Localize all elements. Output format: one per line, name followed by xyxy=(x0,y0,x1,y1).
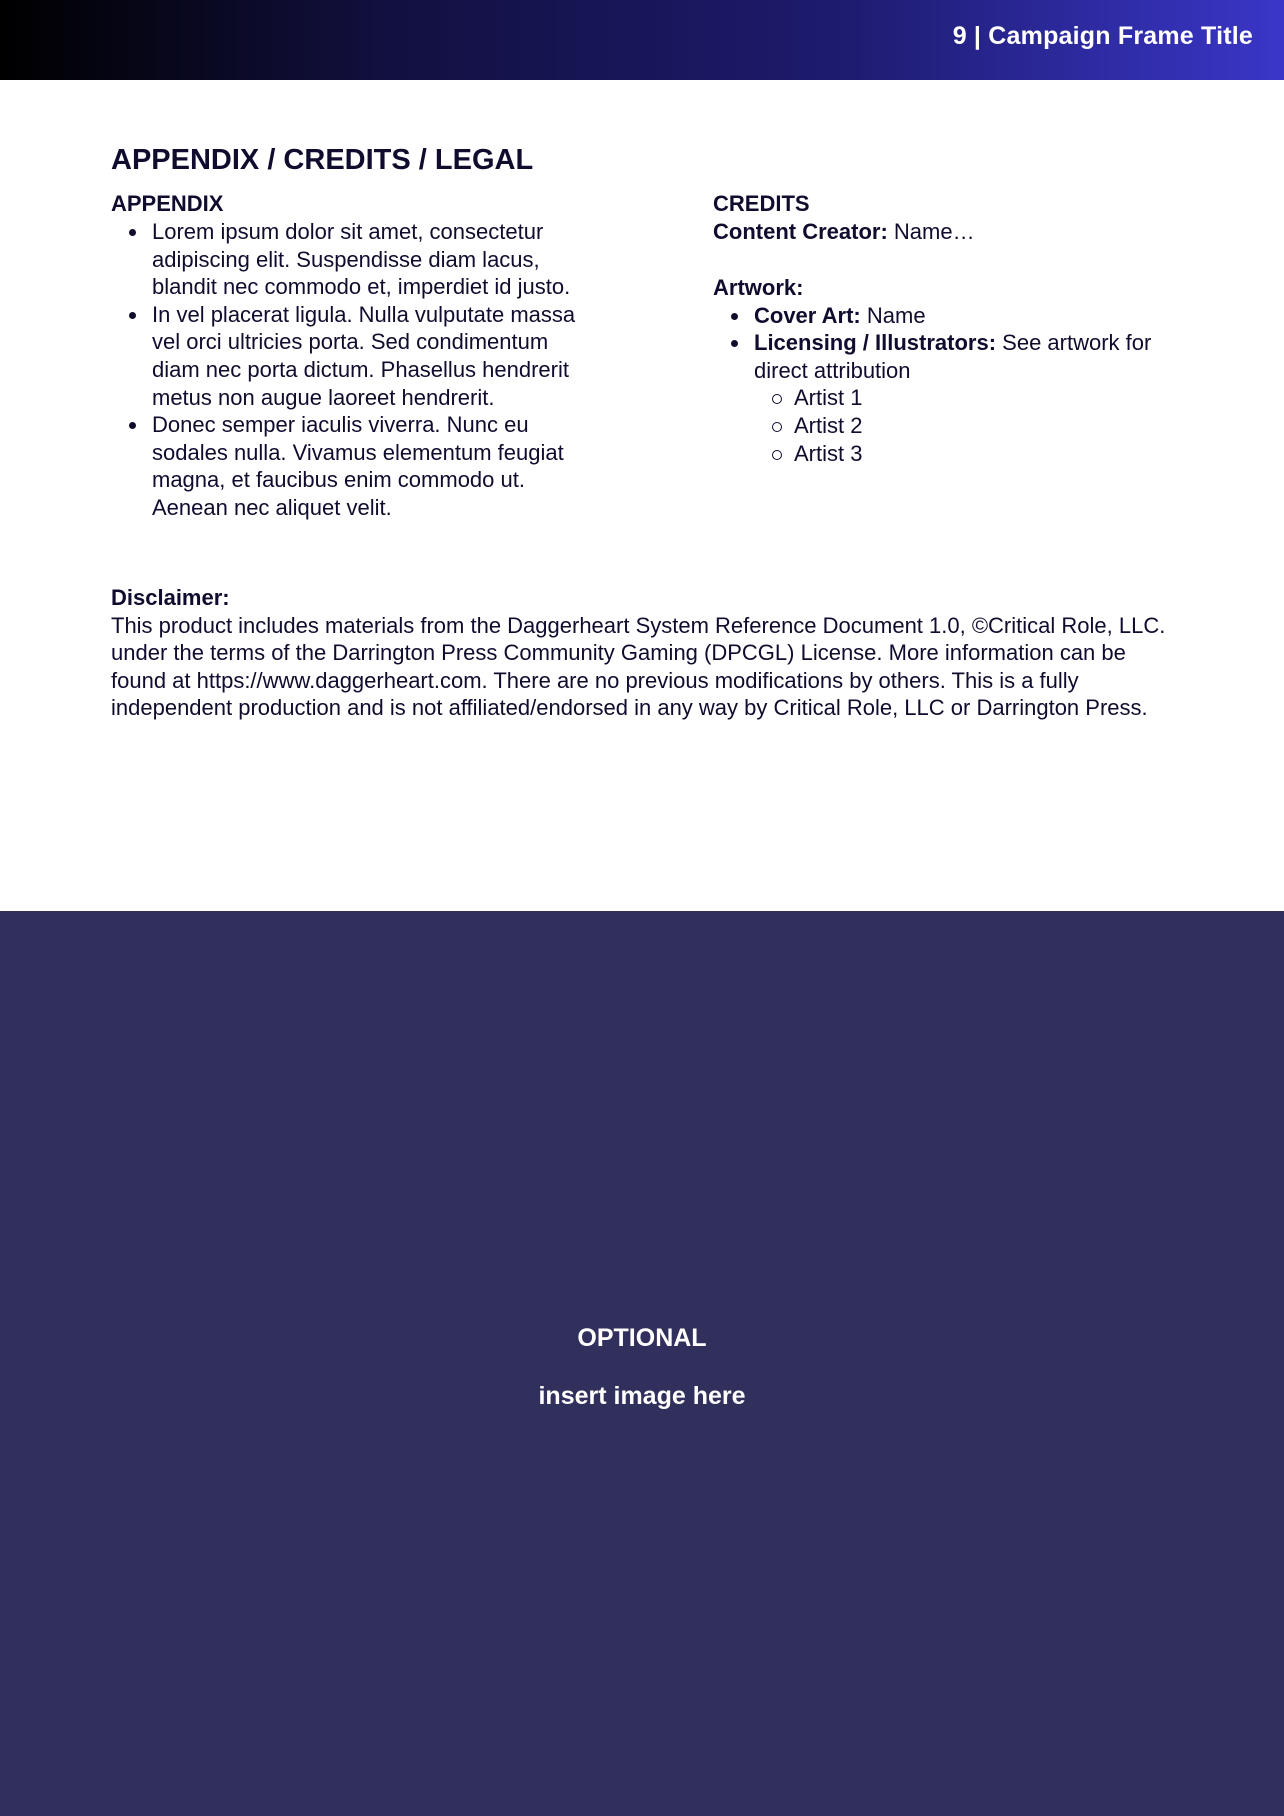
artist-item: Artist 3 xyxy=(794,440,1173,468)
content-creator-value: Name… xyxy=(887,219,975,244)
artist-item: Artist 2 xyxy=(794,412,1173,440)
cover-art-value: Name xyxy=(860,302,926,328)
appendix-list xyxy=(152,218,581,522)
content-creator-line xyxy=(713,218,1173,246)
artist-list xyxy=(794,384,1173,467)
image-placeholder-panel xyxy=(0,911,1284,1816)
appendix-section xyxy=(111,190,581,522)
appendix-item: Donec semper iaculis viverra. Nunc eu sodales nulla. Vivamus elementum feugiat magna, et faucibus enim commodo ut. Aenean nec aliquet velit. xyxy=(152,411,581,521)
insert-image-label: insert image here xyxy=(538,1382,746,1410)
artwork-label: Artwork: xyxy=(713,274,804,300)
credits-label: CREDITS xyxy=(713,191,810,216)
cover-art-label: Cover Art: xyxy=(754,302,861,328)
artwork-list xyxy=(754,302,1173,468)
licensing-item xyxy=(754,329,1173,467)
page-heading: APPENDIX / CREDITS / LEGAL xyxy=(111,144,534,176)
appendix-item: In vel placerat ligula. Nulla vulputate massa vel orci ultricies porta. Sed condimentum diam nec porta dictum. Phasellus hendrerit metus non augue laoreet hendrerit. xyxy=(152,301,581,411)
spacer xyxy=(713,246,1173,274)
cover-art-item xyxy=(754,302,1173,330)
disclaimer-section xyxy=(111,584,1173,722)
credits-section xyxy=(713,190,1173,522)
licensing-label: Licensing / Illustrators: xyxy=(754,330,997,356)
artist-item: Artist 1 xyxy=(794,384,1173,412)
main-content xyxy=(111,140,1173,722)
appendix-item: Lorem ipsum dolor sit amet, consectetur adipiscing elit. Suspendisse diam lacus, blandit nec commodo et, imperdiet id justo. xyxy=(152,218,581,301)
optional-label: OPTIONAL xyxy=(577,1324,707,1352)
disclaimer-text: This product includes materials from the Daggerheart System Reference Document 1.0, ©Critical Role, LLC. under the terms of the Darrington Press Community Gaming (DPCGL) License. More information can be found at https://www.daggerheart.com. There are no previous modifications by others. This is a fully independent production and is not affiliated/endorsed in any way by Critical Role, LLC or Darrington Press. xyxy=(111,612,1166,721)
disclaimer-label: Disclaimer: xyxy=(111,584,230,610)
appendix-label: APPENDIX xyxy=(111,191,224,216)
header-band xyxy=(0,0,1284,80)
header-title: 9 | Campaign Frame Title xyxy=(952,22,1253,50)
content-creator-label: Content Creator: xyxy=(713,219,888,244)
licensing-value: See artwork for direct attribution xyxy=(754,330,1152,383)
columns xyxy=(111,190,1173,522)
